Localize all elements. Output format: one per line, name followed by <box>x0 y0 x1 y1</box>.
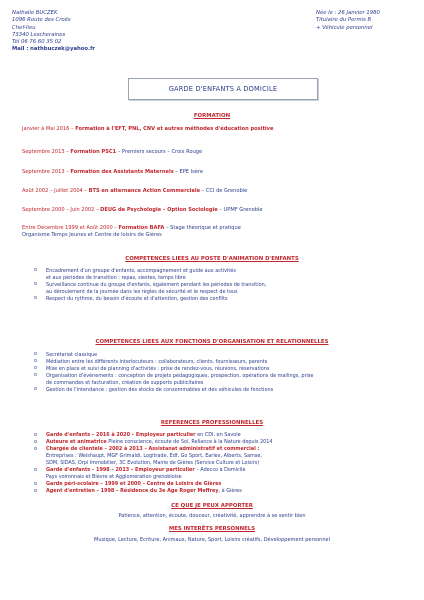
list-item-text: Surveillance continue du groupe d'enfants, également pendant les périodes de transition, <box>46 282 267 288</box>
bullet-icon: o <box>34 282 37 287</box>
permit: Titulaire du Permis B <box>316 17 372 24</box>
formation-title: Formation à l'EFT, PNL, CNV et autres méthodes d'éducation positive <box>75 126 274 132</box>
competences-animation-heading: COMPETENCES LIEES AU POSTE D'ANIMATION D'ENFANTS <box>125 256 299 262</box>
formation-title: DEUG de Psychologie – Option Sociologie <box>100 207 218 213</box>
competences-orga-list <box>34 352 404 394</box>
formation-title: Formation BAFA <box>118 225 165 231</box>
mail-label: Mail : <box>12 46 29 53</box>
formation-heading: FORMATION <box>193 113 231 119</box>
bullet-icon: o <box>34 446 37 452</box>
list-item <box>34 387 404 393</box>
formation-item <box>22 207 402 214</box>
formation-date: Janvier à Mai 2016 – <box>22 126 74 132</box>
formation-item <box>22 126 402 133</box>
interets-text: Musique, Lecture, Ecriture, Animaux, Nature, Sport, Loisirs créatifs, Développement personnel <box>94 537 330 543</box>
formation-title: BTS en alternance Action Commerciale <box>88 188 201 194</box>
reference-item <box>34 474 414 480</box>
formation-item <box>22 188 402 195</box>
formation-item <box>22 169 402 176</box>
formation-date: Août 2002 – Juillet 2004 – <box>22 188 87 194</box>
list-item <box>34 380 404 386</box>
reference-item <box>34 432 414 438</box>
list-item <box>34 373 404 379</box>
contact-street: 1096 Route des Croës <box>12 17 71 24</box>
formation-title: Formation des Assistants Maternels <box>70 169 174 175</box>
list-item <box>34 282 404 288</box>
formation-detail: – CCI de Grenoble <box>200 188 248 194</box>
bullet-icon: o <box>34 488 37 494</box>
reference-title: Agent d'entretien – 1998 – Résidence du 3e Age Roger Meffrey <box>46 488 219 494</box>
page-title: GARDE D'ENFANTS A DOMICILE <box>168 85 278 93</box>
reference-item <box>34 481 414 487</box>
reference-item <box>34 467 414 473</box>
contact-block <box>12 10 95 54</box>
formation-date: Septembre 2013 – <box>22 149 69 155</box>
formation-extra: Organisme Temps Jeunes et Centre de loisirs de Gières <box>22 232 162 238</box>
bullet-icon: o <box>34 481 37 487</box>
birth-date: Née le : 26 Janvier 1980 <box>316 10 380 16</box>
references-heading: REFERENCES PROFESSIONNELLES <box>160 420 264 426</box>
list-item <box>34 289 404 295</box>
reference-item <box>34 439 414 445</box>
list-item-text: Gestion de l'intendance : gestion des stocks de consommables et des véhicules de fonctions <box>46 387 274 393</box>
formation-detail: – Premiers secours – Croix Rouge <box>116 149 203 155</box>
reference-item <box>34 488 414 494</box>
list-item-text: Respect du rythme, du besoin d'écoute et d'attention, gestion des conflits <box>46 296 228 302</box>
list-item-text: Encadrement d'un groupe d'enfants, accompagnement et guide aux activités <box>46 268 236 274</box>
formation-detail: – EPE Isère <box>173 169 204 175</box>
reference-title: Chargée de clientèle – 2002 à 2013 – Assistanat administratif et commercial : <box>46 446 260 452</box>
reference-detail: Pays voironnais et Bièvre et Agglomération grenobloise <box>46 474 182 480</box>
list-item <box>34 366 404 372</box>
apporter-text: Patience, attention, écoute, douceur, créativité, apprendre à se sentir bien <box>118 513 306 519</box>
vehicle: + Véhicule personnel <box>316 24 373 31</box>
formation-item <box>22 225 402 232</box>
reference-item <box>34 460 414 466</box>
bullet-icon: o <box>34 373 37 378</box>
bullet-icon: o <box>34 467 37 473</box>
reference-title: Auteure et animatrice <box>46 439 107 445</box>
bullet-icon: o <box>34 366 37 371</box>
bullet-icon: o <box>34 387 37 392</box>
reference-item <box>34 453 414 459</box>
list-item-text: Secrétariat classique <box>46 352 98 358</box>
interets-heading: MES INTERÊTS PERSONNELS <box>168 526 256 532</box>
reference-detail: SDM, SIDAS, Orpi Immobilier, 3C Evolution, Mairie de Gières (Service Culture et Loisirs) <box>46 460 260 466</box>
list-item-text: Organisation d'évènements : conception de projets pédagogiques, prospection, opérations de mailings, prise <box>46 373 314 379</box>
formation-date: Septembre 2000 – Juin 2002 – <box>22 207 99 213</box>
bullet-icon: o <box>34 352 37 357</box>
reference-detail: Entreprises : Weishaupt, MGF Grimaldi, Logitrade, Edf, Go Sport, Earlex, Alberts, Samse, <box>46 453 262 459</box>
competences-animation-list <box>34 268 404 303</box>
bullet-icon: o <box>34 439 37 445</box>
list-item <box>34 268 404 274</box>
reference-detail: Pleine conscience, écoute de Soi, Reliance à la Nature depuis 2014 <box>106 439 273 445</box>
reference-title: Garde d'enfants – 1998 – 2013 – Employeur particulier <box>46 467 195 473</box>
list-item-text: au déroulement de la journée dans les règles de sécurité et le respect de tous <box>46 289 238 295</box>
formation-detail: – Stage théorique et pratique <box>164 225 241 231</box>
formation-item <box>22 149 402 156</box>
competences-orga-heading: COMPETENCES LIEES AUX FONCTIONS D'ORGANISATION ET RELATIONNELLES <box>95 339 329 345</box>
personal-info-block <box>316 10 380 32</box>
mail-value[interactable]: nathbuczek@yahoo.fr <box>30 46 95 53</box>
list-item <box>34 359 404 365</box>
list-item <box>34 352 404 358</box>
reference-item <box>34 446 414 452</box>
contact-phone: Tél 06 76 60 35 02 <box>12 39 62 46</box>
bullet-icon: o <box>34 359 37 364</box>
contact-city: 73340 Lescheraines <box>12 31 66 38</box>
list-item-text: de commandes et facturation, création de supports publicitaires <box>46 380 204 386</box>
contact-mail-row <box>12 46 95 53</box>
formation-date: Septembre 2013 – <box>22 169 69 175</box>
list-item-text: et aux périodes de transition : repas, siestes, temps libre <box>46 275 186 281</box>
list-item <box>34 275 404 281</box>
formation-detail: – UPMF Grenoble <box>217 207 263 213</box>
contact-name: Nathalie BUCZEK <box>12 10 58 16</box>
formation-date: Entre Décembre 1999 et Août 2000 – <box>22 225 117 231</box>
list-item-text: Médiation entre les différents interlocuteurs : collaborateurs, clients, fournisseurs, parents <box>46 359 268 365</box>
title-box <box>128 78 318 100</box>
bullet-icon: o <box>34 296 37 301</box>
reference-title: Garde péri-scolaire – 1999 et 2000 – Centre de Loisirs de Gières <box>46 481 222 487</box>
apporter-heading: CE QUE JE PEUX APPORTER <box>171 503 253 509</box>
bullet-icon: o <box>34 432 37 438</box>
list-item <box>34 296 404 302</box>
formation-title: Formation PSC1 <box>70 149 117 155</box>
reference-title: Garde d'enfants – 2016 à 2020 – Employeur particulier <box>46 432 196 438</box>
reference-detail: en CDI, en Savoie <box>195 432 241 438</box>
bullet-icon: o <box>34 268 37 273</box>
reference-detail: , à Gières <box>218 488 242 494</box>
list-item-text: Mise en place et suivi de planning d'activités : prise de rendez-vous, réunions, réservations <box>46 366 270 372</box>
reference-detail: – Adecco à Domicile <box>194 467 246 473</box>
contact-locality: Chef-lieu <box>12 24 36 31</box>
